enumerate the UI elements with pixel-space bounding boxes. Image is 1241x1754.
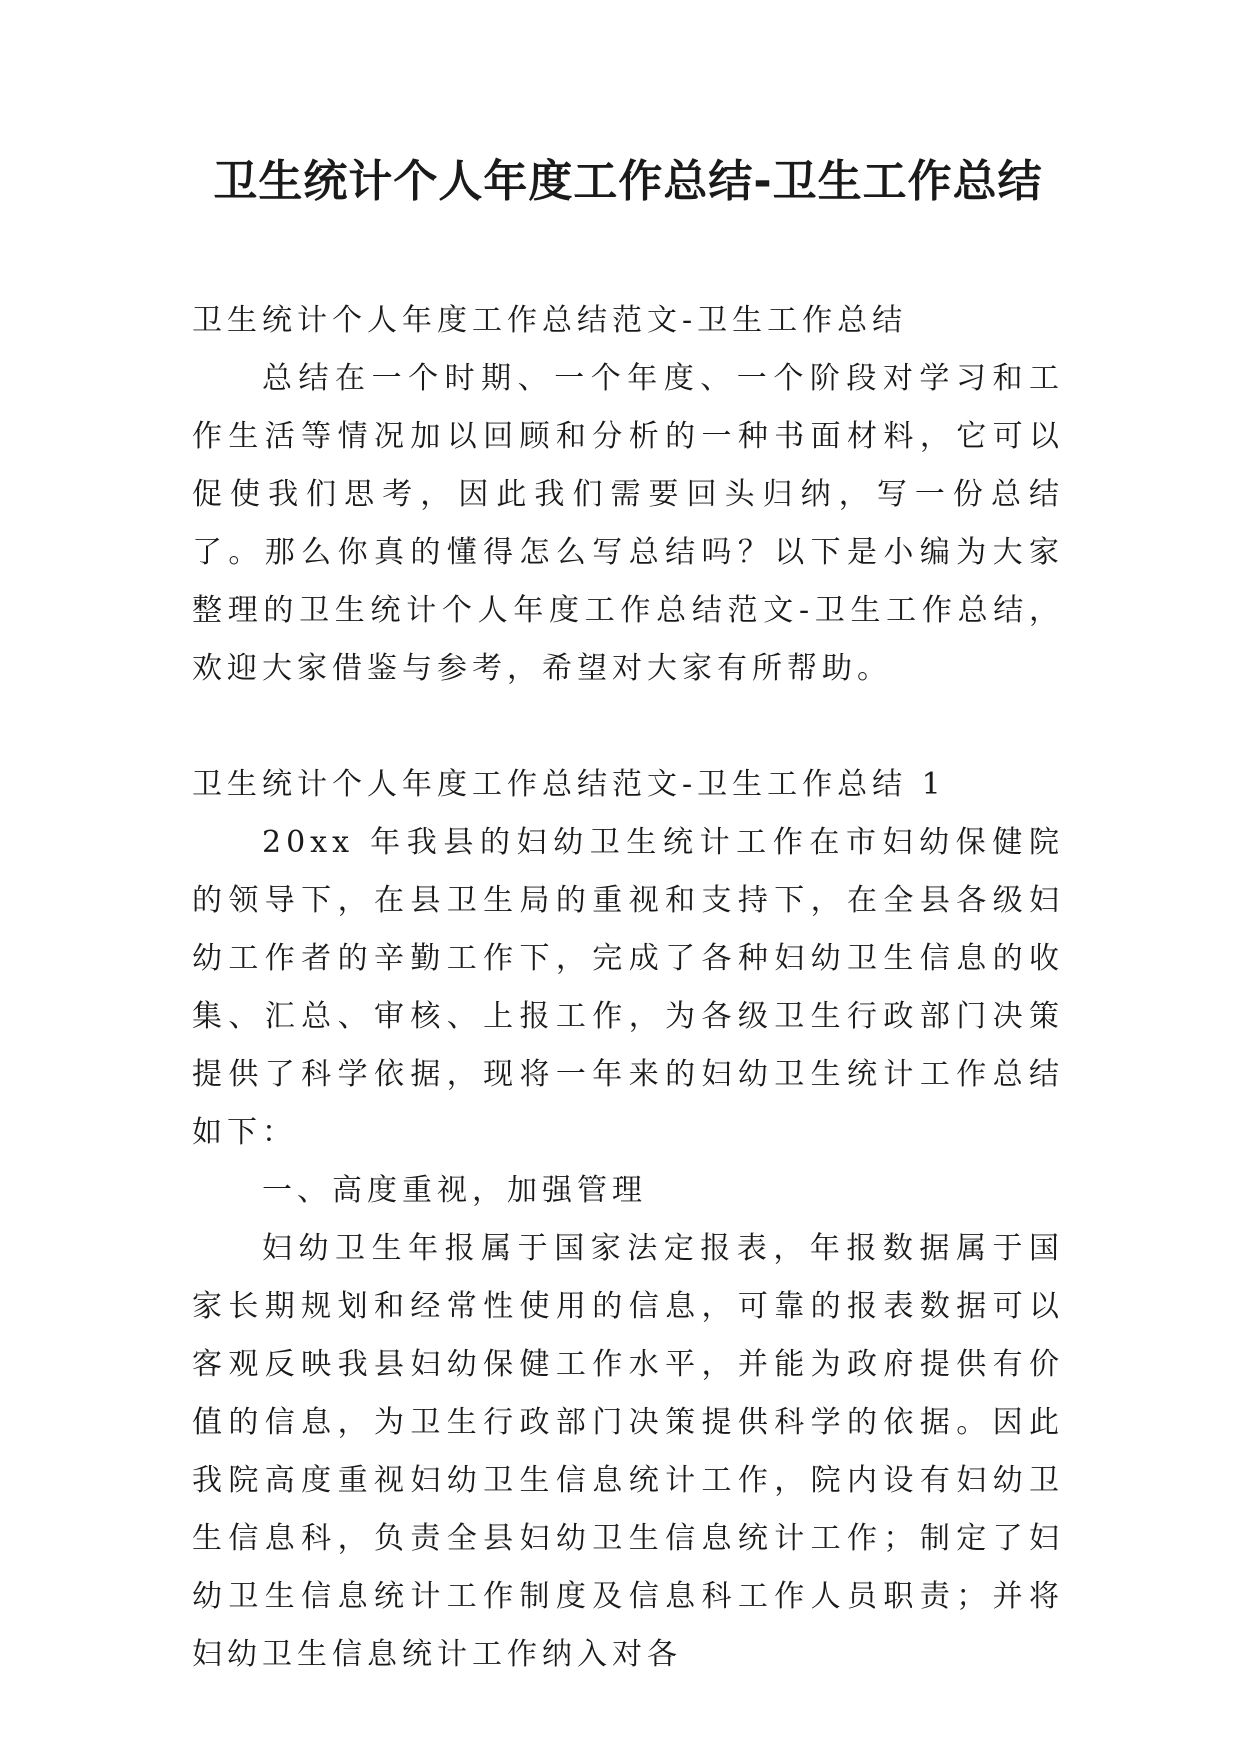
document-subtitle: 卫生统计个人年度工作总结范文-卫生工作总结 (192, 303, 908, 338)
section-title: 卫生统计个人年度工作总结范文-卫生工作总结 1 (192, 767, 946, 802)
section-heading-1: 一、高度重视，加强管理 (262, 1173, 647, 1208)
intro-paragraph: 总结在一个时期、一个年度、一个阶段对学习和工作生活等情况加以回顾和分析的一种书面材料，它可以促使我们思考，因此我们需要回头归纳，写一份总结了。那么你真的懂得怎么写总结吗？以下是小编为大家整理的卫生统计个人年度工作总结范文-卫生工作总结，欢迎大家借鉴与参考，希望对大家有所帮助。 (192, 361, 1064, 686)
paragraph-1: 妇幼卫生年报属于国家法定报表，年报数据属于国家长期规划和经常性使用的信息，可靠的报表数据可以客观反映我县妇幼保健工作水平，并能为政府提供有价值的信息，为卫生行政部门决策提供科学的依据。因此我院高度重视妇幼卫生信息统计工作，院内设有妇幼卫生信息科，负责全县妇幼卫生信息统计工作；制定了妇幼卫生信息统计工作制度及信息科工作人员职责；并将妇幼卫生信息统计工作纳入对各 (192, 1231, 1064, 1672)
document-body (192, 292, 1064, 1684)
paragraph-spacer (192, 698, 1064, 756)
document-title: 卫生统计个人年度工作总结-卫生工作总结 (213, 156, 1043, 207)
section-intro-paragraph: 20xx 年我县的妇幼卫生统计工作在市妇幼保健院的领导下，在县卫生局的重视和支持下，在全县各级妇幼工作者的辛勤工作下，完成了各种妇幼卫生信息的收集、汇总、审核、上报工作，为各级卫生行政部门决策提供了科学依据，现将一年来的妇幼卫生统计工作总结如下： (192, 825, 1064, 1150)
